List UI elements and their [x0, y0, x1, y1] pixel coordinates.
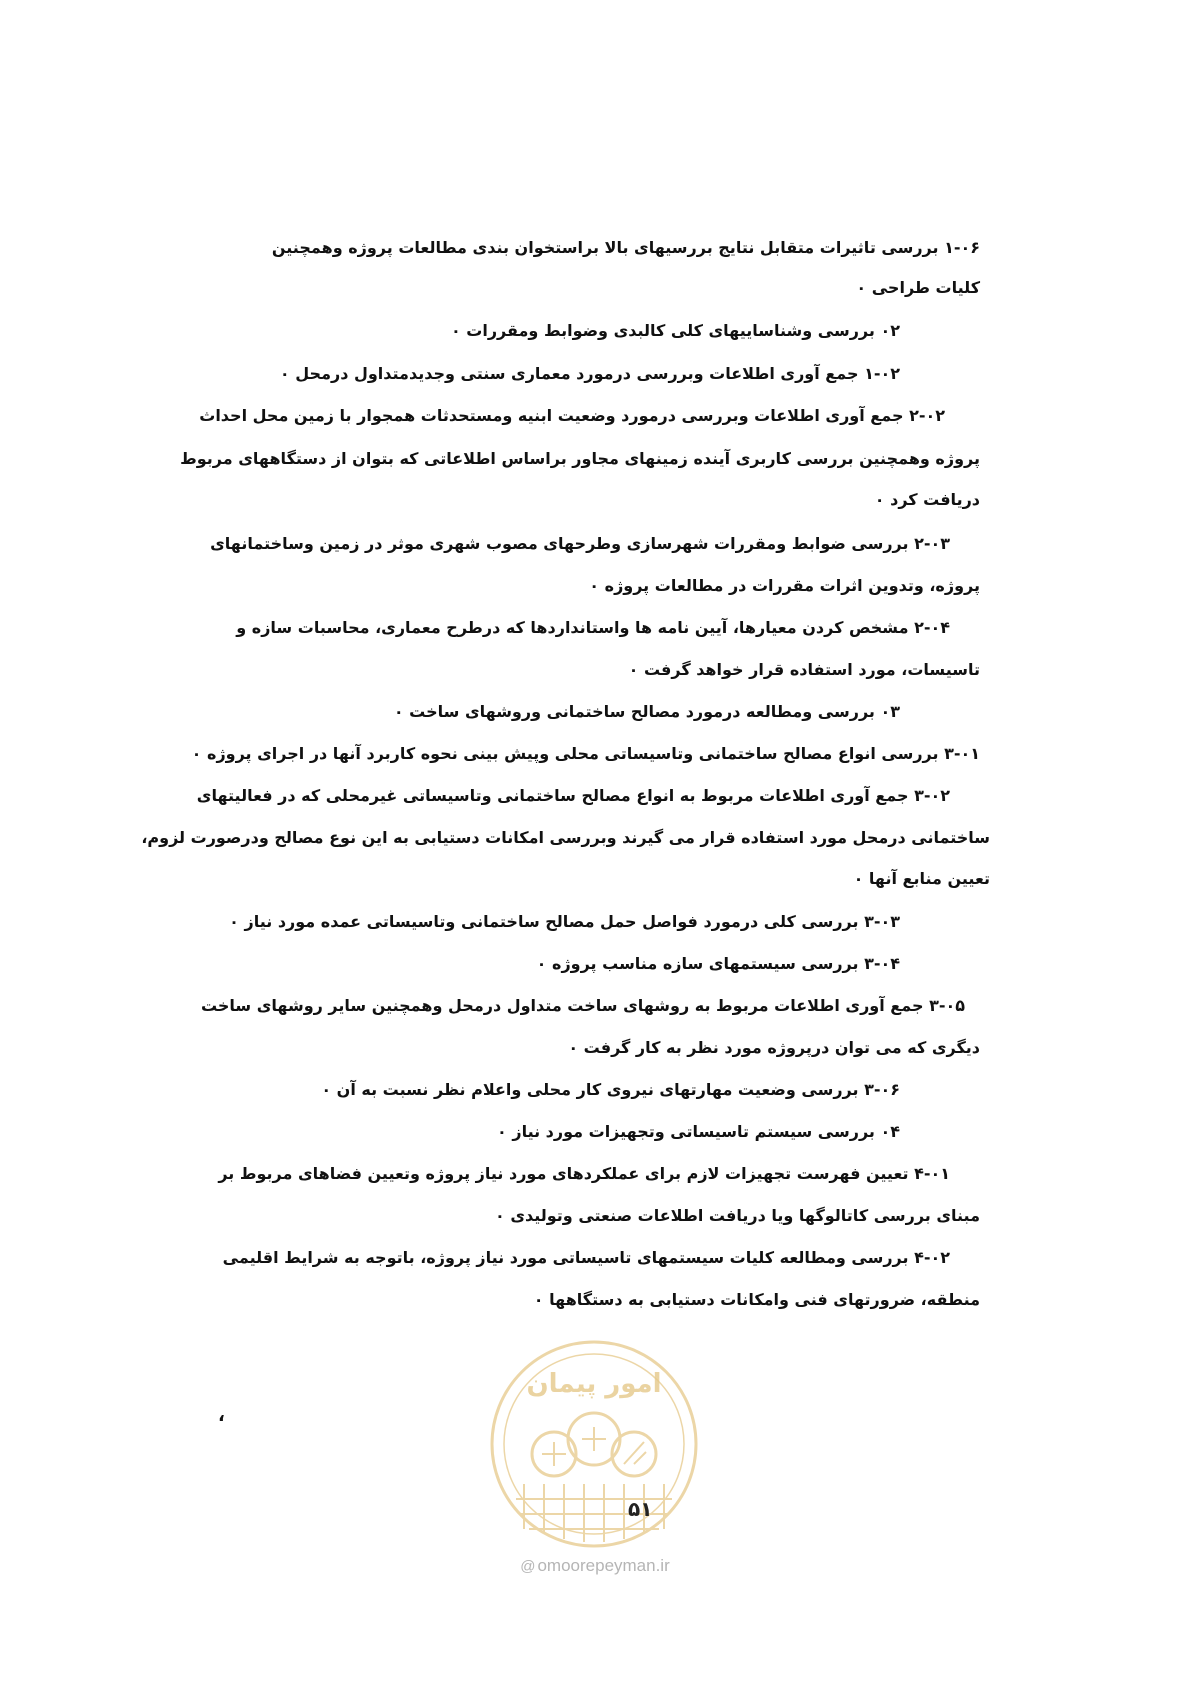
- at-icon: @: [520, 1558, 536, 1575]
- paragraph-line-continuation: مبنای بررسی کاتالوگها ویا دریافت اطلاعات صنعتی وتولیدی ۰: [494, 1206, 980, 1225]
- stray-mark: ،: [218, 1405, 225, 1426]
- section-heading-04: ۰۴ بررسی سیستم تاسیساتی وتجهیزات مورد نیاز ۰: [497, 1122, 900, 1141]
- paragraph-line-3-01: ۳-۰۱ بررسی انواع مصالح ساختمانی وتاسیساتی محلی وپیش بینی نحوه کاربرد آنها در اجرای پروژه ۰: [191, 744, 980, 763]
- page-number: ۵۱: [628, 1497, 653, 1521]
- paragraph-line-4-01: ۴-۰۱ تعیین فهرست تجهیزات لازم برای عملکردهای مورد نیاز پروژه وتعیین فضاهای مربوط بر: [218, 1164, 950, 1183]
- paragraph-line-continuation: تعیین منابع آنها ۰: [853, 869, 990, 888]
- watermark-url-text: omoorepeyman.ir: [537, 1556, 670, 1575]
- paragraph-line-1-06: ۱-۰۶ بررسی تاثیرات متقابل نتایج بررسیهای بالا براستخوان بندی مطالعات پروژه وهمچنین: [271, 238, 980, 257]
- paragraph-line-3-02: ۳-۰۲ جمع آوری اطلاعات مربوط به انواع مصالح ساختمانی وتاسیساتی غیرمحلی که در فعالیتهای: [196, 786, 950, 805]
- paragraph-line-continuation: دریافت کرد ۰: [874, 490, 980, 509]
- section-heading-02: ۰۲ بررسی وشناساییهای کلی کالبدی وضوابط ومقررات ۰: [450, 321, 900, 340]
- paragraph-line-continuation: ساختمانی درمحل مورد استفاده قرار می گیرند وبررسی امکانات دستیابی به این نوع مصالح ودرصورت لزوم،: [141, 828, 990, 847]
- watermark-seal-icon: [484, 1334, 704, 1554]
- paragraph-line-3-05: ۳-۰۵ جمع آوری اطلاعات مربوط به روشهای ساخت متداول درمحل وهمچنین سایر روشهای ساخت: [200, 996, 965, 1015]
- watermark-seal-lettering: امور پیمان: [526, 1369, 662, 1399]
- watermark-url: [0, 1556, 1190, 1576]
- paragraph-line-3-03: ۳-۰۳ بررسی کلی درمورد فواصل حمل مصالح ساختمانی وتاسیساتی عمده مورد نیاز ۰: [229, 912, 900, 931]
- paragraph-line-continuation: پروژه وهمچنین بررسی کاربری آینده زمینهای مجاور براساس اطلاعاتی که بتوان از دستگاههای مربوط: [180, 449, 980, 468]
- section-heading-03: ۰۳ بررسی ومطالعه درمورد مصالح ساختمانی وروشهای ساخت ۰: [393, 702, 900, 721]
- paragraph-line-3-06: ۳-۰۶ بررسی وضعیت مهارتهای نیروی کار محلی واعلام نظر نسبت به آن ۰: [321, 1080, 900, 1099]
- paragraph-line-continuation: پروژه، وتدوین اثرات مقررات در مطالعات پروژه ۰: [589, 576, 980, 595]
- paragraph-line-continuation: تاسیسات، مورد استفاده قرار خواهد گرفت ۰: [628, 660, 980, 679]
- paragraph-line-continuation: کلیات طراحی ۰: [856, 278, 980, 297]
- paragraph-line-2-03: ۲-۰۳ بررسی ضوابط ومقررات شهرسازی وطرحهای مصوب شهری موثر در زمین وساختمانهای: [210, 534, 950, 553]
- paragraph-line-2-01: ۱-۰۲ جمع آوری اطلاعات وبررسی درمورد معماری سنتی وجدیدمتداول درمحل ۰: [279, 364, 900, 383]
- paragraph-line-2-04: ۲-۰۴ مشخص کردن معیارها، آیین نامه ها واستانداردها که درطرح معماری، محاسبات سازه و: [236, 618, 950, 637]
- paragraph-line-continuation: منطقه، ضرورتهای فنی وامکانات دستیابی به دستگاهها ۰: [533, 1290, 980, 1309]
- paragraph-line-continuation: دیگری که می توان درپروژه مورد نظر به کار گرفت ۰: [568, 1038, 980, 1057]
- paragraph-line-4-02: ۴-۰۲ بررسی ومطالعه کلیات سیستمهای تاسیساتی مورد نیاز پروژه، باتوجه به شرایط اقلیمی: [222, 1248, 950, 1267]
- paragraph-line-2-02: ۲-۰۲ جمع آوری اطلاعات وبررسی درمورد وضعیت ابنیه ومستحدثات همجوار با زمین محل احداث: [199, 406, 945, 425]
- paragraph-line-3-04: ۳-۰۴ بررسی سیستمهای سازه مناسب پروژه ۰: [536, 954, 900, 973]
